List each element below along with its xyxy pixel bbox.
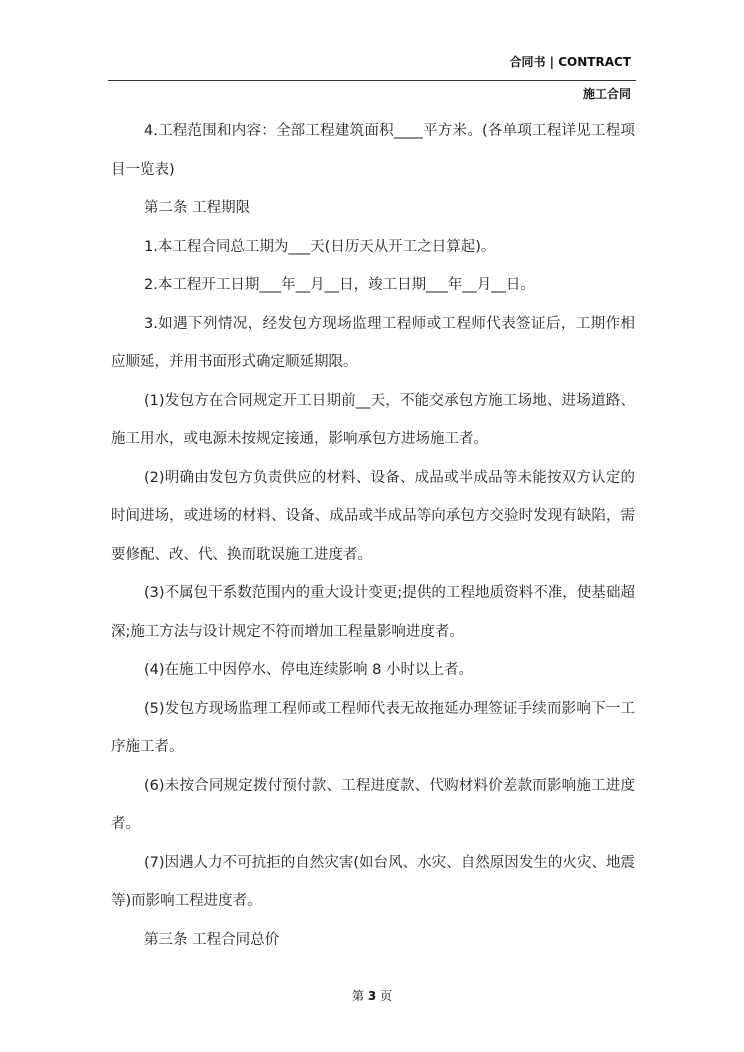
list-item-condition-2: (2)明确由发包方负责供应的材料、设备、成品或半成品等未能按双方认定的时间进场，或进场的材料、设备、成品或半成品等向承包方交验时发现有缺陷，需要修配、改、代、换而耽误施工进度者。	[111, 469, 635, 563]
paragraph-total-duration: 1.本工程合同总工期为___天(日历天从开工之日算起)。	[144, 238, 496, 255]
section-heading-term: 第二条 工程期限	[144, 200, 251, 216]
page-number: 3	[367, 989, 377, 1003]
page-suffix: 页	[380, 989, 393, 1003]
list-item-condition-4: (4)在施工中因停水、停电连续影响 8 小时以上者。	[144, 662, 473, 678]
header-divider	[108, 80, 636, 81]
page-prefix: 第	[351, 989, 364, 1003]
list-item-condition-6: (6)未按合同规定拨付预付款、工程进度款、代购材料价差款而影响施工进度者。	[111, 777, 635, 832]
section-heading-price: 第三条 工程合同总价	[144, 931, 280, 948]
list-item-condition-7: (7)因遇人力不可抗拒的自然灾害(如台风、水灾、自然原因发生的火灾、地震等)而影响工程进度者。	[111, 854, 635, 909]
document-body	[111, 112, 635, 959]
paragraph-start-end-dates: 2.本工程开工日期___年__月__日，竣工日期___年__月__日。	[144, 277, 535, 293]
list-item-condition-1: (1)发包方在合同规定开工日期前__天，不能交承包方施工场地、进场道路、施工用水，或电源未按规定接通，影响承包方进场施工者。	[111, 392, 635, 447]
list-item-condition-3: (3)不属包干系数范围内的重大设计变更;提供的工程地质资料不准，使基础超深;施工方法与设计规定不符而增加工程量影响进度者。	[111, 585, 635, 640]
paragraph-scope: 4.工程范围和内容：全部工程建筑面积____平方米。(各单项工程详见工程项目一览表)	[111, 123, 635, 178]
paragraph-extension-conditions: 3.如遇下列情况，经发包方现场监理工程师或工程师代表签证后，工期作相应顺延，并用书面形式确定顺延期限。	[111, 315, 635, 370]
header-title: 合同书 | CONTRACT	[509, 55, 631, 69]
header-subtitle: 施工合同	[582, 87, 631, 101]
page-footer	[0, 987, 744, 1004]
list-item-condition-5: (5)发包方现场监理工程师或工程师代表无故拖延办理签证手续而影响下一工序施工者。	[111, 700, 635, 755]
